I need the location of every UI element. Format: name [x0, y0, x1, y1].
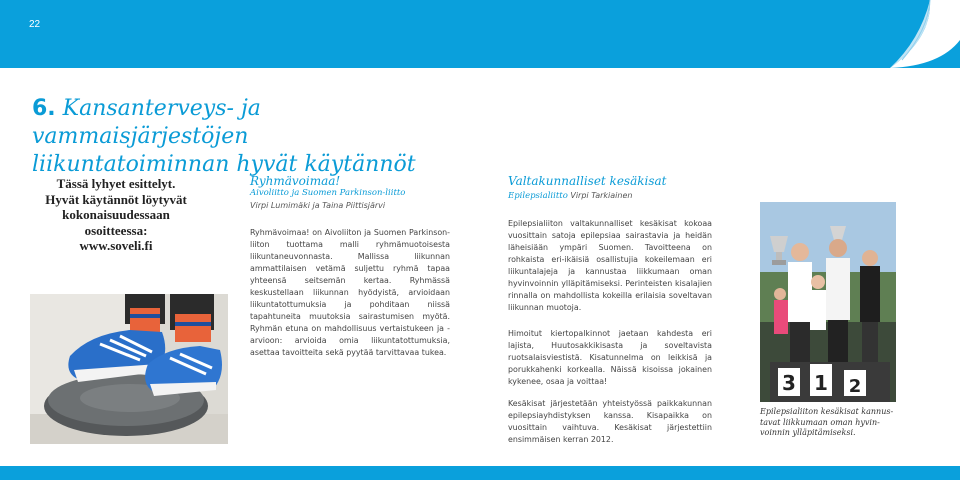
shoe-photo	[30, 294, 228, 444]
article-kesakisat	[508, 175, 712, 446]
article2-paragraph: Kesäkisat järjestetään yhteistyössä paikkakunnan epilepsiayhdistyksen kanssa. Kisapaikka on vuosittain vaihtuva. Kesäkisat järjestettiin ensimmäisen kerran 2012.	[508, 399, 712, 444]
chapter-number: 6.	[32, 96, 56, 121]
chapter-title-line2: liikuntatoiminnan hyvät käytännöt	[32, 152, 416, 177]
article2-heading: Valtakunnalliset kesäkisat	[508, 174, 667, 188]
page-curl-icon[interactable]	[880, 0, 960, 70]
intro-line: kokonaisuudessaan	[62, 207, 170, 222]
article2-authors: Virpi Tarkiainen	[570, 191, 633, 200]
article1-organisation: Aivoliitto ja Suomen Parkinson-liitto	[250, 188, 406, 198]
article1-body: Ryhmävoimaa! on Aivoliiton ja Suomen Parkinson-liiton tuottama malli ryhmämuotoisesta liikuntaneuvonnasta. Mallissa liikunnan ammattilaisen vetämä suljettu ryhmä tapaa yhteensä seitsemän kertaa. Ryhmässä keskustellaan liikunnan hyödyistä, arvioidaan liikuntatottumuksia ja pohditaan niissä tapahtuneita muutoksia sairastumisen myötä. Ryhmän etuna on mahdollisuus vertaistukeen ja -arvioon: arvioida omia liikuntatottumuksia, asettaa tavoitteita sekä pyytää tarvittavaa tukea.	[250, 228, 450, 357]
intro-line: Tässä lyhyet esittelyt.	[56, 176, 176, 191]
page-number-left: 22	[29, 19, 41, 30]
article1-heading: Ryhmävoimaa!	[250, 174, 341, 188]
photo-caption	[760, 407, 910, 439]
svg-text:2: 2	[848, 376, 862, 397]
article1-authors: Virpi Lumimäki ja Taina Piittisjärvi	[250, 201, 386, 210]
svg-text:3: 3	[782, 371, 796, 395]
intro-text	[26, 176, 206, 254]
top-header-bar	[0, 0, 960, 68]
chapter-title-line1: Kansanterveys- ja vammaisjärjestöjen	[32, 96, 261, 149]
caption-line: voinnin ylläpitämiseksi.	[760, 428, 856, 437]
intro-link[interactable]: www.soveli.fi	[79, 238, 153, 253]
caption-line: tavat liikkumaan oman hyvin-	[760, 417, 880, 427]
article2-paragraph: Himoitut kiertopalkinnot jaetaan kahdesta eri lajista, Huutosakkikisasta ja soveltavista ruotsalaisviestistä. Kisatunnelma on leikkisä ja porukkahenki korkealla. Näissä kisoissa jokainen kykenee, osaa ja voittaa!	[508, 329, 712, 386]
caption-line: Epilepsialiiton kesäkisat kannus-	[760, 407, 894, 416]
intro-line: Hyvät käytännöt löytyvät	[45, 191, 187, 207]
chapter-title	[32, 95, 472, 179]
article-ryhmavoimaa	[250, 175, 450, 359]
summer-games-podium-photo	[760, 202, 896, 402]
bottom-footer-bar	[0, 466, 960, 480]
article2-paragraph: Epilepsialiiton valtakunnalliset kesäkisat kokoaa vuosittain satoja epilepsiaa sairastavia ja heidän läheisiään ympäri Suomen. Tavoitteena on rohkaista eri-ikäisiä osallistujia kokeilemaan eri liikuntalajeja ja kannustaa liikkumaan oman hyvinvoinnin ylläpitämiseksi. Perinteisten kisalajien rinnalla on mahdollista kokeilla erilaisia soveltavan liikunnan muotoja.	[508, 219, 712, 312]
intro-line: osoitteessa:	[84, 222, 148, 238]
svg-text:1: 1	[814, 371, 828, 395]
article2-organisation: Epilepsialiitto	[508, 191, 568, 201]
